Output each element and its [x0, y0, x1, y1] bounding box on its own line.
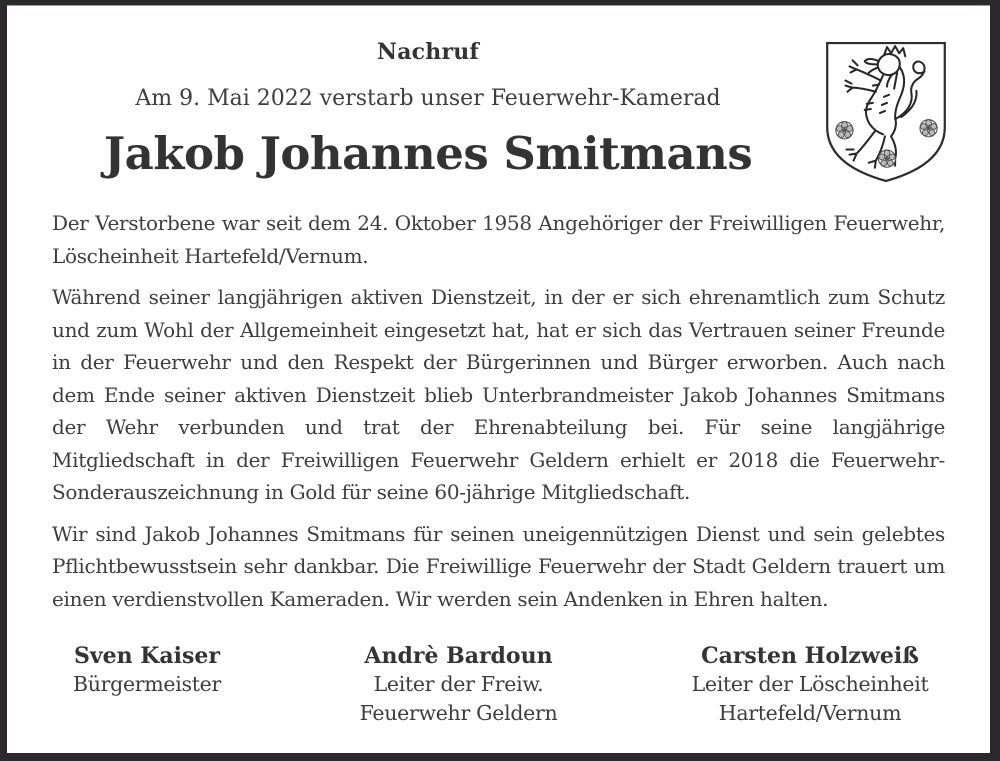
signatory-role: Leiter der Freiw.: [373, 672, 544, 696]
obituary-body: [52, 207, 945, 615]
obituary-paragraph: Während seiner langjährigen aktiven Dienstzeit, in der er sich ehrenamtlich zum Schutz und zum Wohl der Allgemeinheit eingesetzt hat, hat er sich das Vertrauen seiner Freunde in der Feuerwehr und den Respekt der Bürgerinnen und Bürger erworben. Auch nach dem Ende seiner aktiven Dienstzeit blieb Unterbrandmeister Jakob Johannes Smitmans der Wehr verbunden und trat der Ehrenabteilung bei. Für seine langjährige Mitgliedschaft in der Freiwilligen Feuerwehr Geldern erhielt er 2018 die Feuerwehr-Sonderauszeichnung in Gold für seine 60-jährige Mitgliedschaft.: [52, 285, 945, 504]
signatory-role: Feuerwehr Geldern: [359, 700, 558, 725]
obituary-header: [52, 39, 804, 181]
geldern-coat-of-arms-icon: [822, 38, 950, 186]
signatory-role: Bürgermeister: [72, 672, 222, 696]
intro-line: Am 9. Mai 2022 verstarb unser Feuerwehr-Kamerad: [135, 86, 721, 111]
obituary-paragraph: Wir sind Jakob Johannes Smitmans für seinen uneigennützigen Dienst und sein gelebtes Pflichtbewusstsein sehr dankbar. Die Freiwillige Feuerwehr der Stadt Geldern trauert um einen verdienstvollen Kameraden. Wir werden sein Andenken in Ehren halten.: [52, 521, 945, 611]
obituary-paragraph: Der Verstorbene war seit dem 24. Oktober 1958 Angehöriger der Freiwilligen Feuerwehr, Löscheinheit Hartefeld/Vernum.: [52, 211, 945, 268]
notice-type-label: Nachruf: [376, 39, 480, 65]
deceased-name: Jakob Johannes Smitmans: [103, 127, 753, 180]
signature-carsten-holzweiss: [675, 642, 945, 727]
signature-block: [52, 642, 945, 727]
obituary-inner: [7, 5, 990, 753]
signatory-role: Hartefeld/Vernum: [718, 700, 902, 725]
signatory-name: Andrè Bardoun: [364, 643, 553, 669]
signatory-name: Sven Kaiser: [73, 643, 221, 669]
signature-sven-kaiser: [52, 642, 242, 727]
signatory-role: Leiter der Löscheinheit: [691, 672, 929, 696]
signature-andre-bardoun: [339, 642, 579, 727]
signatory-name: Carsten Holzweiß: [701, 643, 919, 669]
